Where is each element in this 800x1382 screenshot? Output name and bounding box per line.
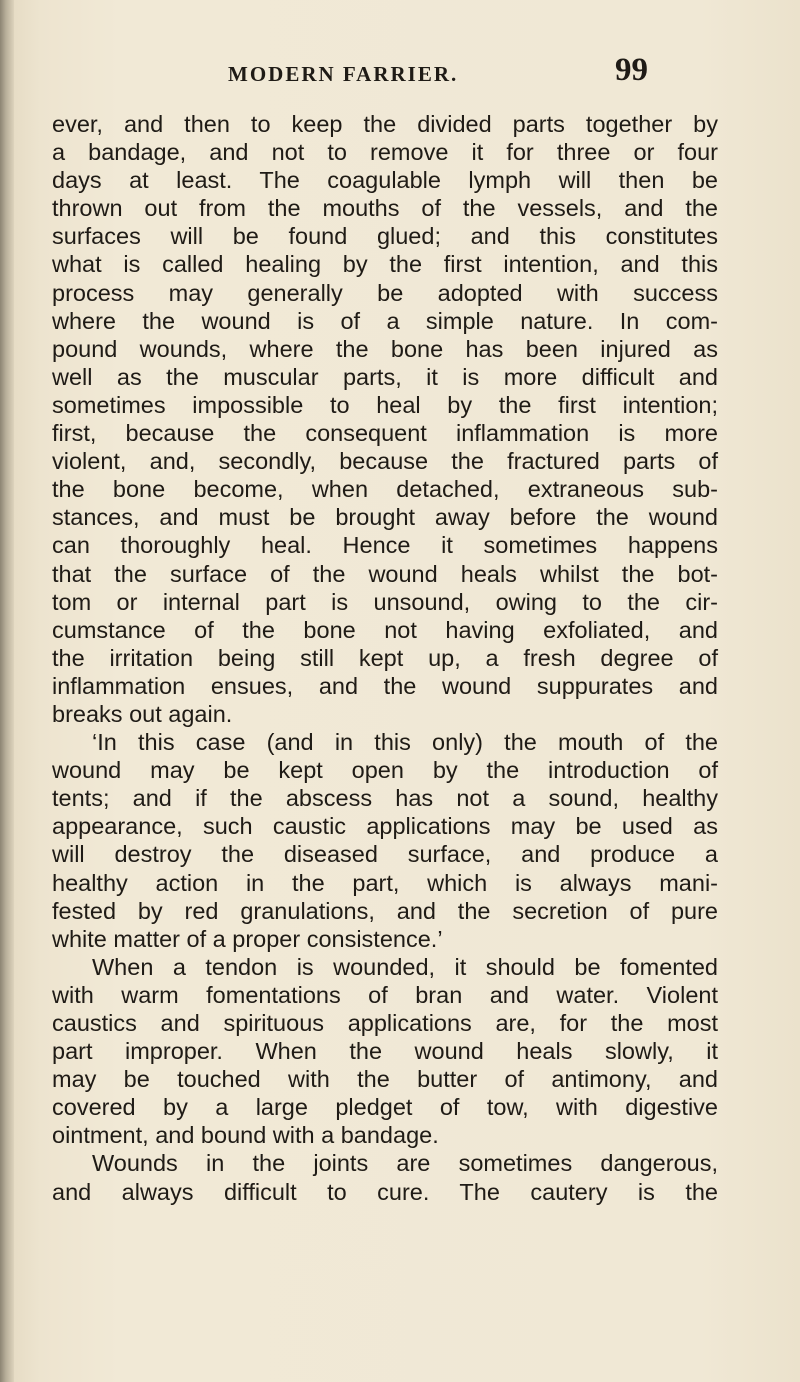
text-line: days at least. The coagulable lymph will then be: [52, 167, 718, 194]
text-line: thrown out from the mouths of the vessels, and the: [52, 195, 718, 222]
text-line-paragraph-start: When a tendon is wounded, it should be fomented: [92, 953, 718, 980]
text-line: will destroy the diseased surface, and produce a: [52, 841, 718, 868]
text-line-paragraph-start: Wounds in the joints are sometimes dangerous,: [92, 1150, 718, 1177]
body-text: [52, 110, 718, 1206]
text-line: sometimes impossible to heal by the first intention;: [52, 391, 718, 418]
binding-edge: [0, 0, 14, 1382]
text-line-paragraph-end: ointment, and bound with a bandage.: [52, 1122, 439, 1149]
text-line: wound may be kept open by the introduction of: [52, 757, 718, 784]
page-number: 99: [615, 52, 648, 88]
text-line: surfaces will be found glued; and this constitutes: [52, 223, 718, 250]
text-line: stances, and must be brought away before the wound: [52, 504, 718, 531]
text-line: violent, and, secondly, because the fractured parts of: [52, 448, 718, 475]
text-line: inflammation ensues, and the wound suppurates and: [52, 672, 718, 699]
page-header: [228, 52, 648, 92]
text-line: and always difficult to cure. The cautery is the: [52, 1178, 718, 1205]
text-line: tom or internal part is unsound, owing to the cir-: [52, 588, 718, 615]
text-line: well as the muscular parts, it is more difficult and: [52, 363, 718, 390]
text-line-paragraph-end: white matter of a proper consistence.’: [52, 925, 443, 952]
text-line: fested by red granulations, and the secretion of pure: [52, 897, 718, 924]
text-line: where the wound is of a simple nature. In com-: [52, 307, 718, 334]
text-line: part improper. When the wound heals slowly, it: [52, 1038, 718, 1065]
text-line: ever, and then to keep the divided parts together by: [52, 111, 718, 137]
running-head: MODERN FARRIER.: [228, 62, 459, 86]
text-line: a bandage, and not to remove it for three or four: [52, 139, 718, 166]
text-line: pound wounds, where the bone has been injured as: [52, 335, 718, 362]
text-line-paragraph-start: ‘In this case (and in this only) the mouth of the: [92, 729, 718, 756]
text-line: can thoroughly heal. Hence it sometimes happens: [52, 532, 718, 559]
text-line: the irritation being still kept up, a fresh degree of: [52, 644, 718, 671]
text-line: what is called healing by the first intention, and this: [52, 251, 718, 278]
text-line: first, because the consequent inflammation is more: [52, 420, 718, 447]
text-line: tents; and if the abscess has not a sound, healthy: [52, 785, 718, 812]
text-line: cumstance of the bone not having exfoliated, and: [52, 616, 718, 643]
text-line: appearance, such caustic applications may be used as: [52, 813, 718, 840]
text-line: may be touched with the butter of antimony, and: [52, 1066, 718, 1093]
text-line: that the surface of the wound heals whilst the bot-: [52, 560, 718, 587]
text-line: healthy action in the part, which is always mani-: [52, 869, 718, 896]
text-line: process may generally be adopted with success: [52, 279, 718, 306]
text-line-paragraph-end: breaks out again.: [52, 700, 233, 727]
text-line: covered by a large pledget of tow, with digestive: [52, 1094, 718, 1121]
text-line: with warm fomentations of bran and water. Violent: [52, 981, 718, 1008]
text-line: caustics and spirituous applications are, for the most: [52, 1010, 718, 1036]
text-line: the bone become, when detached, extraneous sub-: [52, 476, 718, 503]
